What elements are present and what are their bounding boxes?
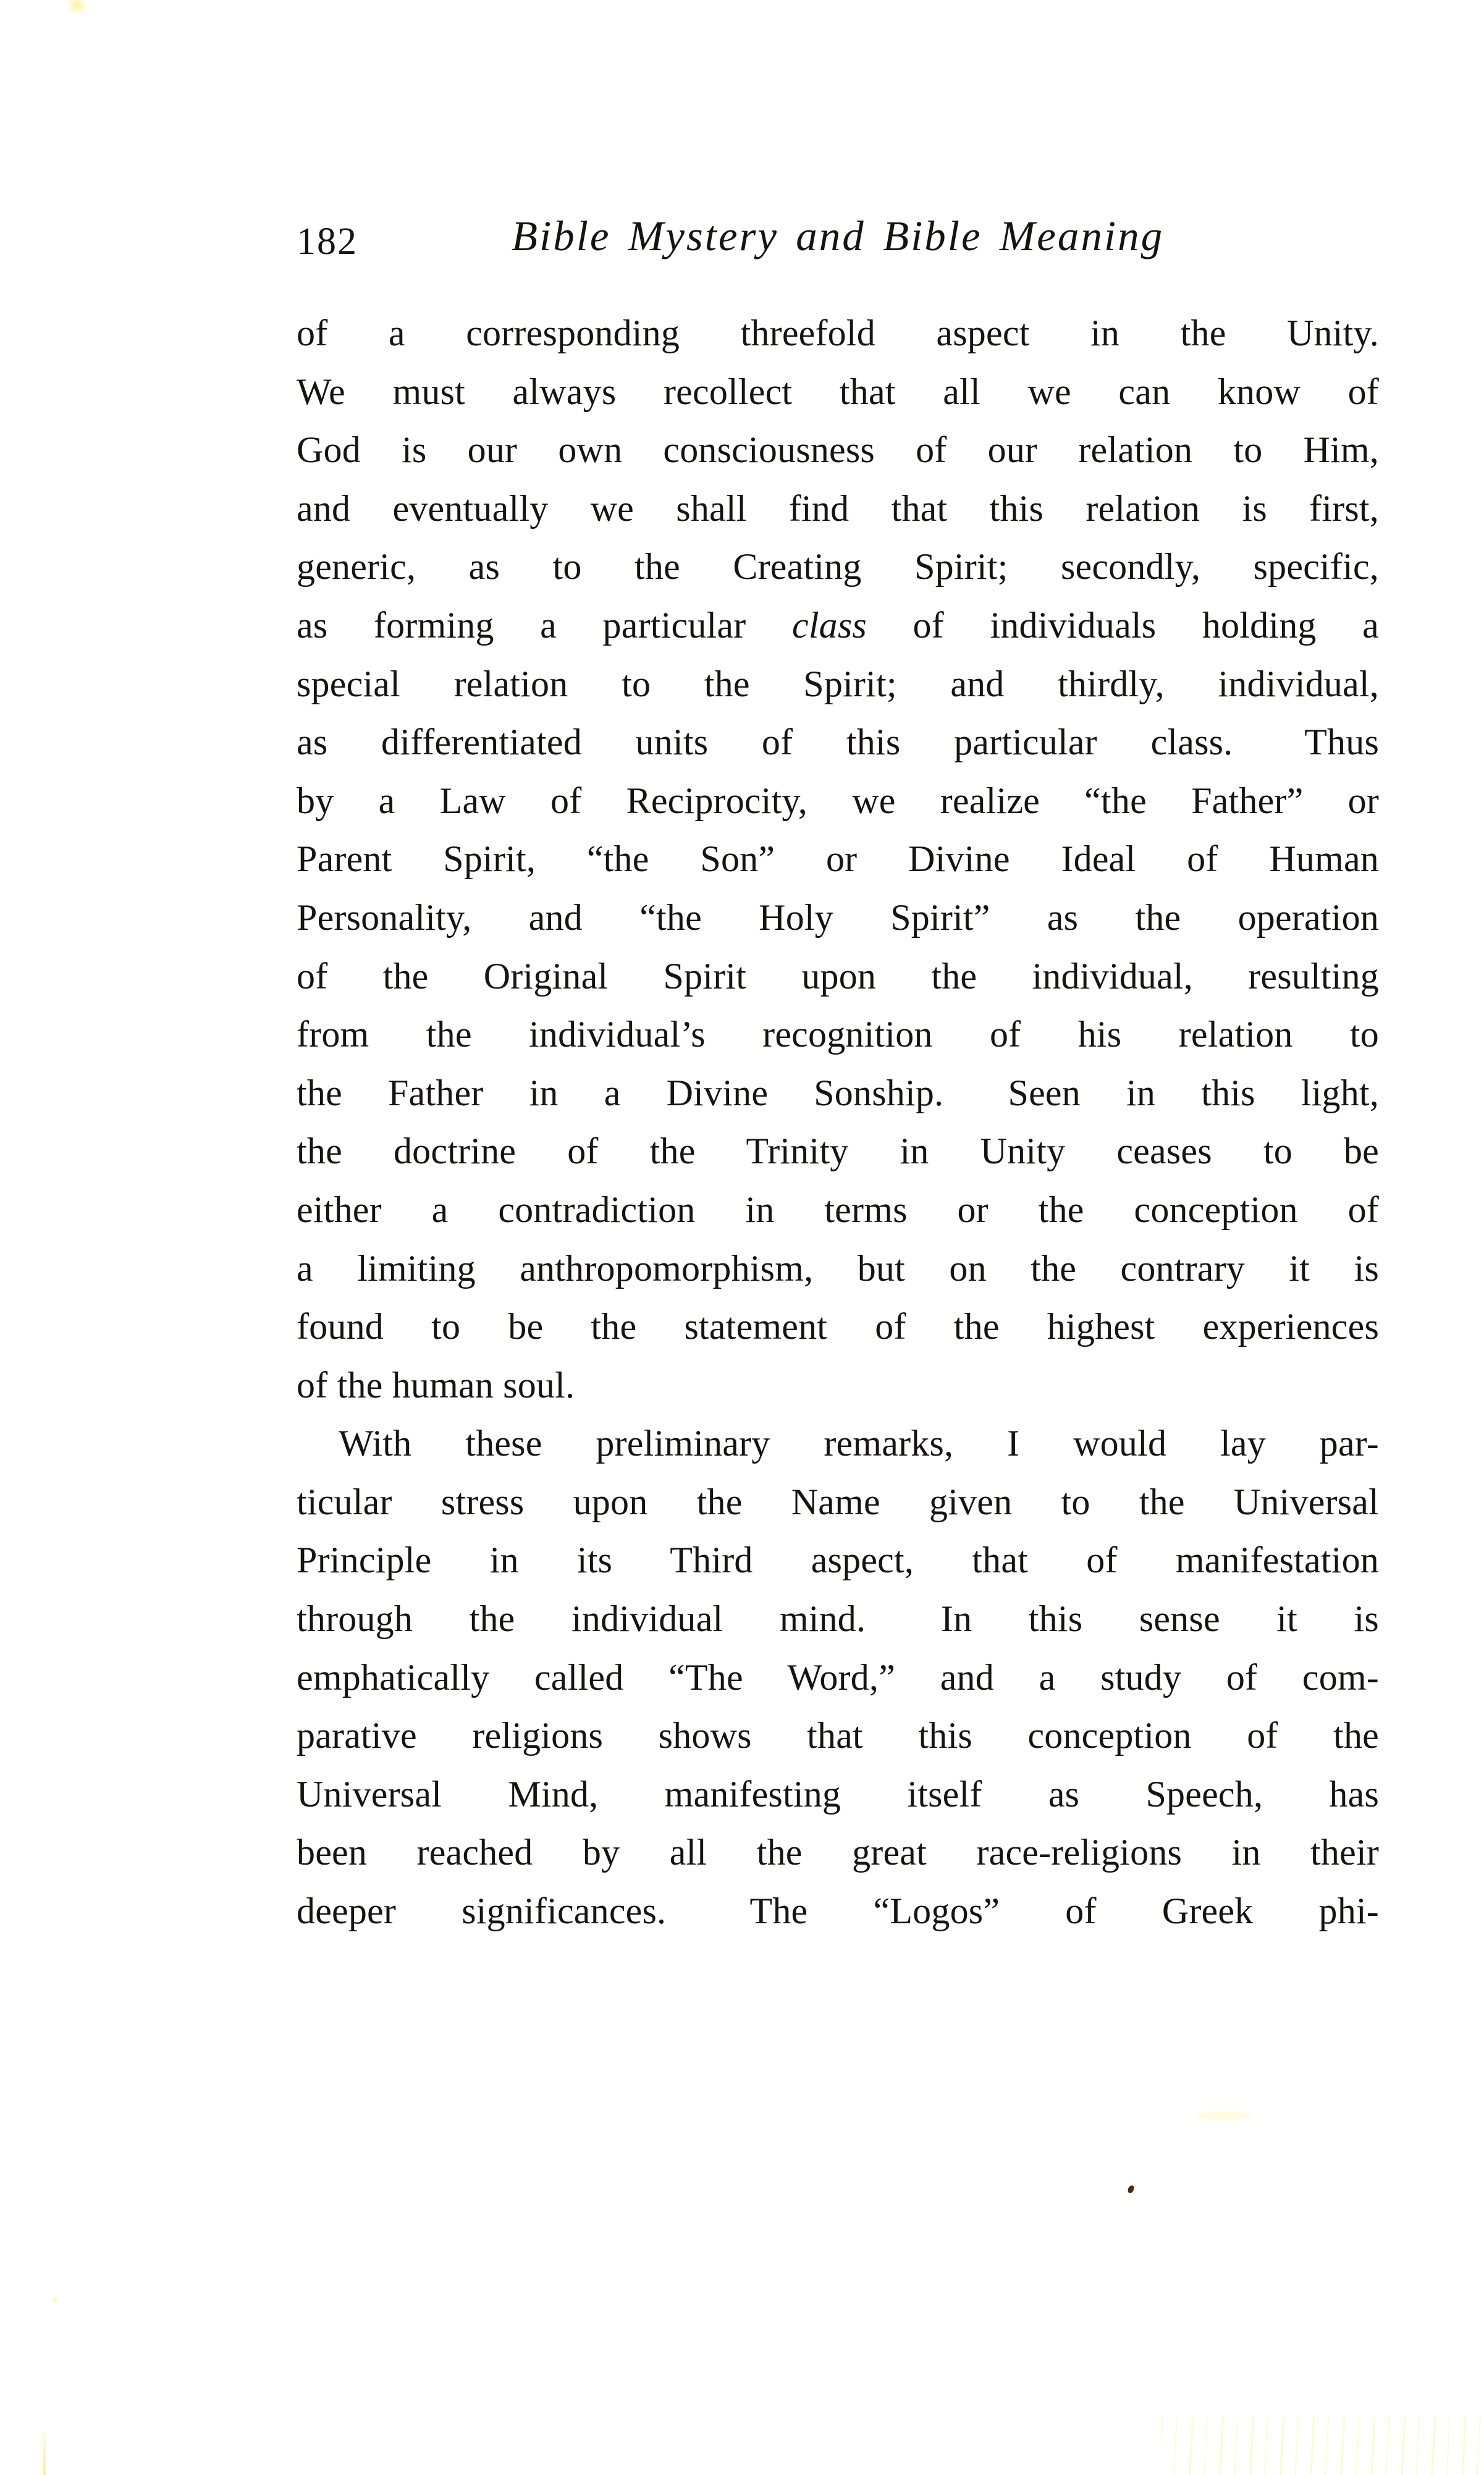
body-line: parative religions shows that this conception of the xyxy=(297,1715,1379,1756)
ink-speck xyxy=(1127,2185,1135,2194)
body-line: through the individual mind. In this sense it is xyxy=(297,1598,1379,1640)
page-number: 182 xyxy=(297,221,358,263)
body-line: Parent Spirit, “the Son” or Divine Ideal of Human xyxy=(297,838,1379,880)
body-line: Universal Mind, manifesting itself as Speech, has xyxy=(297,1773,1379,1815)
body-line: ticular stress upon the Name given to the Universal xyxy=(297,1481,1379,1522)
scan-streak-bottom-left xyxy=(43,2432,46,2475)
scan-dot-bottom-left xyxy=(53,2297,57,2303)
body-line: been reached by all the great race-religions in their xyxy=(297,1832,1379,1873)
italic-word: class xyxy=(791,604,867,646)
body-line: and eventually we shall find that this relation is first, xyxy=(297,487,1379,529)
body-line: special relation to the Spirit; and thirdly, individual, xyxy=(297,663,1379,704)
body-line: the doctrine of the Trinity in Unity ceases to be xyxy=(297,1131,1379,1172)
body-line: Principle in its Third aspect, that of manifestation xyxy=(297,1540,1379,1581)
body-line: as differentiated units of this particular class. Thus xyxy=(297,722,1379,763)
body-line-segment: of individuals holding a xyxy=(866,604,1379,646)
body-line: deeper significances. The “Logos” of Greek phi- xyxy=(297,1891,1379,1932)
scan-streaks-bottom-right xyxy=(1161,2417,1484,2475)
body-line: by a Law of Reciprocity, we realize “the Father” or xyxy=(297,780,1379,821)
body-line: We must always recollect that all we can know of xyxy=(297,371,1379,412)
body-line: generic, as to the Creating Spirit; secondly, specific, xyxy=(297,546,1379,588)
body-line-paragraph-end: of the human soul. xyxy=(297,1364,575,1406)
body-line: either a contradiction in terms or the conception of xyxy=(297,1189,1379,1230)
body-line: found to be the statement of the highest experiences xyxy=(297,1306,1379,1347)
body-line: from the individual’s recognition of his relation to xyxy=(297,1014,1379,1055)
body-line: of the Original Spirit upon the individual, resulting xyxy=(297,955,1379,997)
scan-smudge-right xyxy=(1197,2112,1250,2120)
body-text xyxy=(297,304,1379,1941)
page-header xyxy=(297,213,1379,263)
scan-smudge-top-edge xyxy=(67,0,88,15)
body-line-segment: as forming a particular xyxy=(297,604,792,646)
body-line: Personality, and “the Holy Spirit” as the operation xyxy=(297,896,1379,938)
body-line: emphatically called “The Word,” and a study of com- xyxy=(297,1656,1379,1698)
body-line: a limiting anthropomorphism, but on the contrary it is xyxy=(297,1247,1379,1289)
body-line: of a corresponding threefold aspect in the Unity. xyxy=(297,313,1379,353)
running-title: Bible Mystery and Bible Meaning xyxy=(511,213,1165,259)
body-line xyxy=(297,596,1379,655)
body-line-paragraph-start: With these preliminary remarks, I would lay par- xyxy=(339,1423,1379,1464)
body-line: the Father in a Divine Sonship. Seen in this light, xyxy=(297,1072,1379,1113)
body-line: God is our own consciousness of our relation to Him, xyxy=(297,429,1379,471)
